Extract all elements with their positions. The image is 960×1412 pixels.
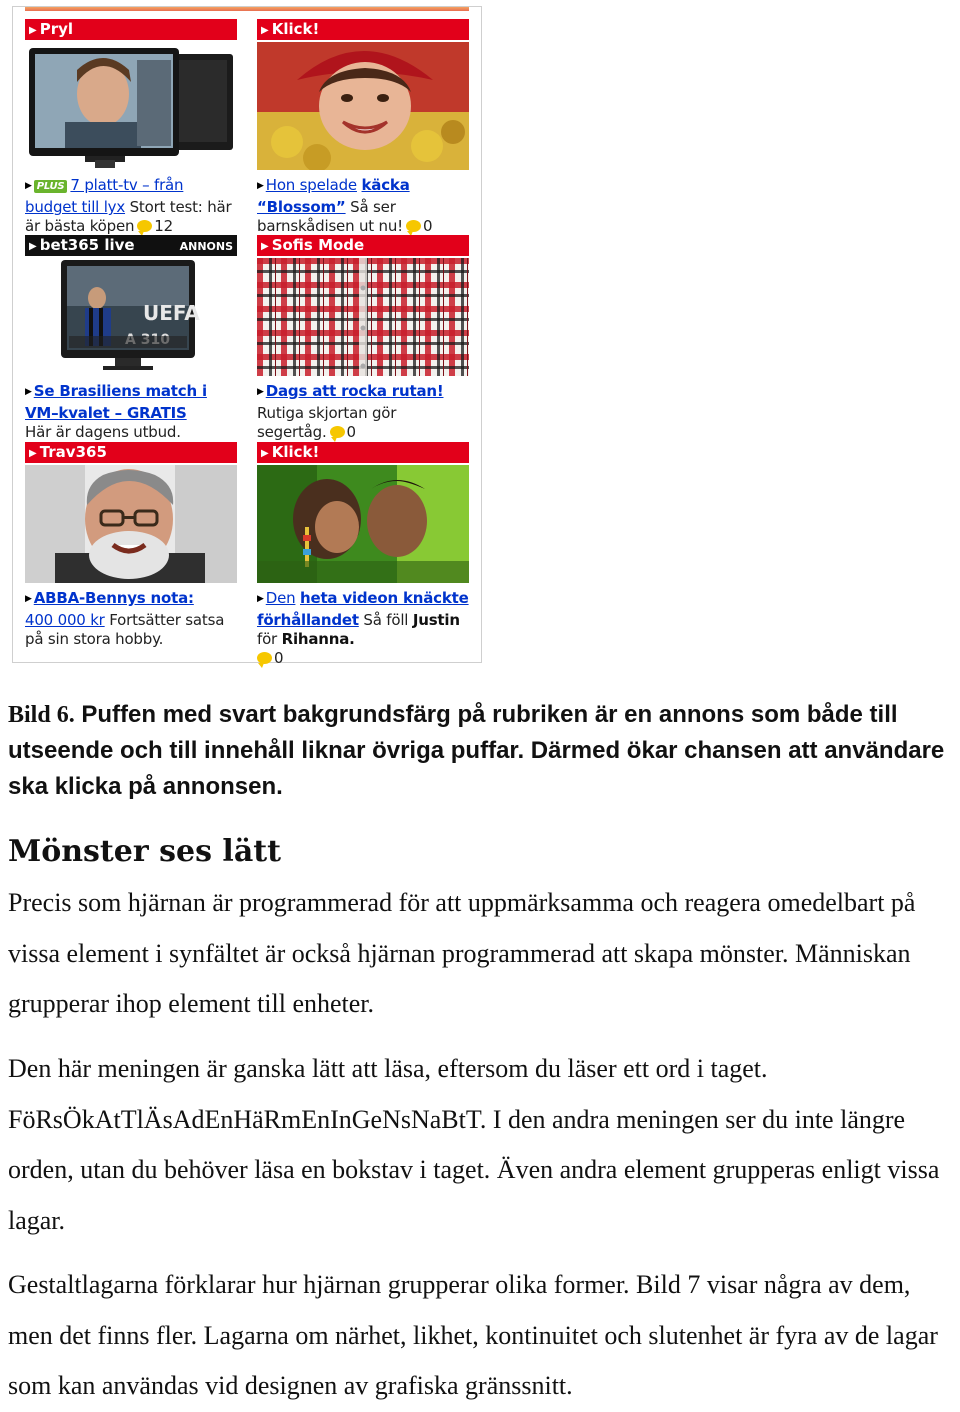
bearded-man-image[interactable] <box>25 465 237 583</box>
plaid-shirt-illustration <box>257 258 469 376</box>
football-tv-image[interactable] <box>25 258 237 376</box>
arrow-icon: ▶ <box>261 241 269 252</box>
bullet-arrow-icon: ▶ <box>25 181 32 191</box>
right-column <box>257 19 469 668</box>
comment-bubble-icon[interactable] <box>406 220 421 232</box>
amount-link[interactable]: 400 000 kr <box>25 611 105 629</box>
blurb-text: Här är dagens utbud. <box>25 423 181 441</box>
arrow-icon: ▶ <box>261 448 269 459</box>
article-link[interactable]: Den <box>265 589 296 607</box>
blurb-klick-1 <box>257 176 469 235</box>
section-header-klick[interactable]: ▶ Klick! <box>257 19 469 40</box>
comment-count: 12 <box>154 217 173 235</box>
blurb-text-mid: för <box>257 630 278 648</box>
blurb-text: Så ser barnskådisen ut nu! <box>257 198 403 235</box>
article-link[interactable]: Se Brasiliens match i VM–kvalet – GRATIS <box>25 382 207 422</box>
article-link[interactable]: Hon spelade <box>265 176 357 194</box>
arrow-icon: ▶ <box>29 448 37 459</box>
article-link-bold[interactable]: heta videon knäckte förhållandet <box>257 589 469 629</box>
section-header-trav365[interactable]: ▶ Trav365 <box>25 442 237 463</box>
article-link-bold[interactable]: käcka “Blossom” <box>257 176 410 216</box>
flat-tv-illustration <box>25 42 237 170</box>
bullet-arrow-icon: ▶ <box>257 387 264 397</box>
comment-bubble-icon[interactable] <box>257 652 272 664</box>
section-header-bet365-ad[interactable]: ▶ bet365 live ANNONS <box>25 235 237 256</box>
ad-label: ANNONS <box>179 240 233 253</box>
plus-badge: PLUS <box>34 180 68 193</box>
name-rihanna: Rihanna. <box>281 630 355 648</box>
bullet-arrow-icon: ▶ <box>257 594 264 604</box>
arrow-icon: ▶ <box>29 241 37 252</box>
blurb-klick-2 <box>257 589 469 668</box>
music-video-image[interactable] <box>257 465 469 583</box>
bullet-arrow-icon: ▶ <box>25 387 32 397</box>
article-link[interactable]: ABBA-Bennys nota: <box>33 589 194 607</box>
figure-caption <box>8 697 958 805</box>
blurb-sofis-mode <box>257 382 469 441</box>
comment-bubble-icon[interactable] <box>330 426 345 438</box>
blurb-text: Rutiga skjortan gör segertåg. <box>257 404 397 441</box>
blurb-pryl <box>25 176 237 235</box>
blurb-text: Så föll <box>363 611 409 629</box>
comment-count: 0 <box>274 649 284 667</box>
football-tv-illustration <box>25 258 237 376</box>
blurb-text: Stort test: här är bästa köpen <box>25 198 232 235</box>
girl-red-hat-image[interactable] <box>257 42 469 170</box>
web-screenshot-figure <box>12 6 482 667</box>
name-justin: Justin <box>412 611 460 629</box>
bullet-arrow-icon: ▶ <box>257 181 264 191</box>
article-link[interactable]: 7 platt-tv – från budget till lyx <box>25 176 184 216</box>
bearded-man-illustration <box>25 465 237 583</box>
plaid-shirt-image[interactable] <box>257 258 469 376</box>
caption-text: Puffen med svart bakgrundsfärg på rubriken är en annons som både till utseende och till innehåll liknar övriga puffar. Därmed ökar chansen att användare ska klicka på annonsen. <box>8 701 945 800</box>
left-column <box>25 19 237 649</box>
arrow-icon: ▶ <box>29 25 37 36</box>
girl-red-hat-illustration <box>257 42 469 170</box>
section-header-klick-2[interactable]: ▶ Klick! <box>257 442 469 463</box>
flat-tv-image[interactable] <box>25 42 237 170</box>
section-header-pryl[interactable]: ▶ Pryl <box>25 19 237 40</box>
comment-count: 0 <box>422 217 433 235</box>
comment-bubble-icon[interactable] <box>137 220 152 232</box>
top-accent-line <box>25 7 469 11</box>
section-heading: Mönster ses lätt <box>8 834 281 869</box>
paragraph-1: Precis som hjärnan är programmerad för att uppmärksamma och reagera omedelbart på vissa element i synfältet är också hjärnan programmerad att skapa mönster. Människan grupperar ihop element till enheter. <box>8 888 916 1018</box>
section-header-sofis-mode[interactable]: ▶ Sofis Mode <box>257 235 469 256</box>
caption-label: Bild 6. <box>8 702 75 728</box>
blurb-trav365 <box>25 589 237 649</box>
article-link[interactable]: Dags att rocka rutan! <box>265 382 444 400</box>
bullet-arrow-icon: ▶ <box>25 594 32 604</box>
blurb-bet365 <box>25 382 237 441</box>
arrow-icon: ▶ <box>261 25 269 36</box>
comment-count: 0 <box>346 423 356 441</box>
svg-text:UEFA: UEFA <box>143 301 200 325</box>
blurb-text: Fortsätter satsa på sin stora hobby. <box>25 611 225 648</box>
music-video-illustration <box>257 465 469 583</box>
paragraph-2: Den här meningen är ganska lätt att läsa, eftersom du läser ett ord i taget. FöRsÖkAtTlÄsAdEnHäRmEnInGeNsNaBtT. I den andra meningen ser du inte längre orden, utan du behöver läsa en bokstav i taget. Även andra element grupperas enligt vissa lagar. <box>8 1054 940 1235</box>
paragraph-3: Gestaltlagarna förklarar hur hjärnan grupperar olika former. Bild 7 visar några av dem, men det finns fler. Lagarna om närhet, likhet, kontinuitet och slutenhet är fyra av de lagar som kan användas vid designen av grafiska gränssnitt. <box>8 1270 938 1400</box>
